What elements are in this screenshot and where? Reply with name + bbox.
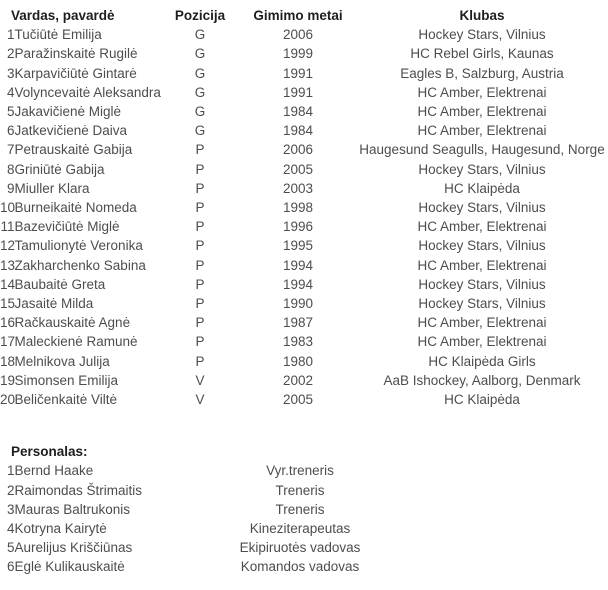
- staff-name: Mauras Baltrukonis: [14, 501, 131, 517]
- player-row: [0, 102, 608, 121]
- player-club: Hockey Stars, Vilnius: [418, 27, 546, 43]
- staff-role: Kineziterapeutas: [249, 521, 351, 537]
- player-birth-year: 1984: [282, 104, 314, 120]
- player-name-cell: [0, 179, 160, 198]
- player-row: [0, 179, 608, 198]
- player-row: [0, 198, 608, 217]
- staff-number: 5: [6, 540, 15, 556]
- player-row: [0, 332, 608, 351]
- column-header-position: Pozicija: [174, 8, 226, 23]
- player-name: Zakharchenko Sabina: [14, 257, 146, 273]
- player-birth-year: 1994: [282, 257, 314, 273]
- staff-section-title: Personalas:: [11, 444, 88, 460]
- column-header-birth-year: Gimimo metai: [253, 8, 343, 23]
- player-number: 20: [0, 392, 16, 408]
- staff-table: [0, 442, 608, 576]
- staff-name: Eglė Kulikauskaitė: [14, 559, 125, 575]
- player-birth-year: 1999: [282, 46, 314, 62]
- player-position: P: [195, 353, 205, 369]
- player-name: Burneikaitė Nomeda: [14, 200, 137, 216]
- player-row: [0, 275, 608, 294]
- player-number: 3: [6, 65, 15, 81]
- player-name-cell: [0, 44, 160, 63]
- player-birth-year: 1980: [282, 353, 314, 369]
- player-number: 13: [0, 257, 16, 273]
- player-name: Tučiūtė Emilija: [14, 27, 102, 43]
- column-header-club: Klubas: [459, 8, 505, 23]
- player-birth-year: 1984: [282, 123, 314, 139]
- player-row: [0, 25, 608, 44]
- player-birth-year: 2005: [282, 161, 314, 177]
- staff-number: 1: [6, 463, 15, 479]
- player-name: Račkauskaitė Agnė: [14, 315, 131, 331]
- player-number: 4: [6, 84, 15, 100]
- players-header-row: [0, 6, 608, 25]
- column-header-name: Vardas, pavardė: [11, 8, 115, 23]
- player-name: Paražinskaitė Rugilė: [14, 46, 138, 62]
- player-number: 12: [0, 238, 16, 254]
- player-position: P: [195, 276, 205, 292]
- player-row: [0, 44, 608, 63]
- player-birth-year: 1998: [282, 200, 314, 216]
- player-club: HC Amber, Elektrenai: [417, 104, 547, 120]
- player-name-cell: [0, 390, 160, 409]
- player-position: P: [195, 219, 205, 235]
- player-club: HC Amber, Elektrenai: [417, 123, 547, 139]
- player-birth-year: 1996: [282, 219, 314, 235]
- staff-name-cell: [0, 500, 160, 519]
- staff-row: [0, 481, 608, 500]
- player-number: 2: [6, 46, 15, 62]
- player-number: 19: [0, 372, 16, 388]
- players-table: [0, 6, 608, 409]
- player-name-cell: [0, 275, 160, 294]
- player-position: P: [195, 142, 205, 158]
- player-position: G: [194, 65, 206, 81]
- player-club: HC Amber, Elektrenai: [417, 315, 547, 331]
- player-name: Griniūtė Gabija: [14, 161, 105, 177]
- player-club: Hockey Stars, Vilnius: [418, 276, 546, 292]
- player-position: G: [194, 27, 206, 43]
- staff-row: [0, 557, 608, 576]
- player-number: 14: [0, 276, 16, 292]
- player-row: [0, 371, 608, 390]
- staff-name-cell: [0, 519, 160, 538]
- player-row: [0, 294, 608, 313]
- player-name-cell: [0, 160, 160, 179]
- player-row: [0, 64, 608, 83]
- player-name-cell: [0, 332, 160, 351]
- staff-number: 3: [6, 501, 15, 517]
- player-number: 11: [0, 219, 15, 235]
- player-position: G: [194, 84, 206, 100]
- player-name-cell: [0, 121, 160, 140]
- staff-role: Ekipiruotės vadovas: [239, 540, 361, 556]
- staff-number: 2: [6, 482, 15, 498]
- staff-row: [0, 461, 608, 480]
- player-club: AaB Ishockey, Aalborg, Denmark: [383, 372, 581, 388]
- player-name-cell: [0, 352, 160, 371]
- player-row: [0, 217, 608, 236]
- player-name: Volyncevaitė Aleksandra: [14, 84, 161, 100]
- player-name-cell: [0, 371, 160, 390]
- player-name-cell: [0, 256, 160, 275]
- staff-header-row: [0, 442, 608, 461]
- player-name-cell: [0, 313, 160, 332]
- player-club: Haugesund Seagulls, Haugesund, Norge: [359, 142, 605, 158]
- player-club: Hockey Stars, Vilnius: [418, 296, 546, 312]
- player-row: [0, 352, 608, 371]
- player-number: 15: [0, 296, 16, 312]
- player-number: 5: [6, 104, 15, 120]
- player-position: P: [195, 161, 205, 177]
- staff-name-cell: [0, 461, 160, 480]
- player-number: 16: [0, 315, 16, 331]
- player-club: Eagles B, Salzburg, Austria: [400, 65, 564, 81]
- player-number: 8: [6, 161, 15, 177]
- player-name-cell: [0, 25, 160, 44]
- player-name: Maleckienė Ramunė: [14, 334, 138, 350]
- staff-name-cell: [0, 538, 160, 557]
- player-number: 7: [6, 142, 15, 158]
- player-position: P: [195, 334, 205, 350]
- player-row: [0, 313, 608, 332]
- player-club: HC Amber, Elektrenai: [417, 334, 547, 350]
- player-name-cell: [0, 236, 160, 255]
- player-name: Tamulionytė Veronika: [14, 238, 143, 254]
- player-name: Jakavičienė Miglė: [14, 104, 122, 120]
- staff-name: Raimondas Štrimaitis: [14, 482, 143, 498]
- staff-number: 6: [6, 559, 15, 575]
- player-club: HC Amber, Elektrenai: [417, 219, 547, 235]
- player-birth-year: 1994: [282, 276, 314, 292]
- player-row: [0, 256, 608, 275]
- player-position: P: [195, 238, 205, 254]
- player-position: V: [195, 392, 205, 408]
- player-birth-year: 1987: [282, 315, 314, 331]
- staff-name: Kotryna Kairytė: [14, 521, 107, 537]
- staff-role: Vyr.treneris: [266, 463, 334, 479]
- player-club: HC Amber, Elektrenai: [417, 257, 547, 273]
- player-row: [0, 121, 608, 140]
- player-birth-year: 2003: [282, 180, 314, 196]
- player-name: Jasaitė Milda: [14, 296, 94, 312]
- player-birth-year: 2006: [282, 142, 314, 158]
- player-birth-year: 1991: [282, 84, 314, 100]
- staff-role: Treneris: [275, 501, 325, 517]
- player-name-cell: [0, 102, 160, 121]
- player-row: [0, 236, 608, 255]
- player-club: Hockey Stars, Vilnius: [418, 200, 546, 216]
- player-position: P: [195, 180, 205, 196]
- player-row: [0, 140, 608, 159]
- player-row: [0, 160, 608, 179]
- player-number: 10: [0, 200, 16, 216]
- staff-row: [0, 500, 608, 519]
- player-position: P: [195, 200, 205, 216]
- player-row: [0, 83, 608, 102]
- player-position: G: [194, 104, 206, 120]
- player-club: Hockey Stars, Vilnius: [418, 161, 546, 177]
- player-position: G: [194, 123, 206, 139]
- staff-name-cell: [0, 481, 160, 500]
- player-name-cell: [0, 198, 160, 217]
- player-name: Melnikova Julija: [14, 353, 110, 369]
- player-name: Beličenkaitė Viltė: [14, 392, 118, 408]
- player-position: P: [195, 257, 205, 273]
- player-name: Jatkevičienė Daiva: [14, 123, 128, 139]
- player-name: Karpavičiūtė Gintarė: [14, 65, 137, 81]
- player-number: 1: [6, 27, 15, 43]
- player-row: [0, 390, 608, 409]
- player-birth-year: 1995: [282, 238, 314, 254]
- player-number: 17: [0, 334, 16, 350]
- player-position: P: [195, 296, 205, 312]
- player-name-cell: [0, 83, 160, 102]
- player-position: V: [195, 372, 205, 388]
- staff-row: [0, 519, 608, 538]
- player-birth-year: 1991: [282, 65, 314, 81]
- staff-number: 4: [6, 521, 15, 537]
- player-birth-year: 2002: [282, 372, 314, 388]
- player-club: HC Klaipėda Girls: [428, 353, 536, 369]
- player-club: HC Klaipėda: [444, 392, 520, 408]
- player-name: Petrauskaitė Gabija: [14, 142, 133, 158]
- player-number: 6: [6, 123, 15, 139]
- player-name: Miuller Klara: [14, 180, 90, 196]
- player-position: G: [194, 46, 206, 62]
- player-name-cell: [0, 294, 160, 313]
- player-name-cell: [0, 64, 160, 83]
- player-name: Simonsen Emilija: [14, 372, 119, 388]
- player-club: HC Amber, Elektrenai: [417, 84, 547, 100]
- staff-role: Komandos vadovas: [240, 559, 360, 575]
- player-number: 18: [0, 353, 16, 369]
- staff-name: Aurelijus Kriščiūnas: [14, 540, 133, 556]
- player-birth-year: 1983: [282, 334, 314, 350]
- staff-name: Bernd Haake: [14, 463, 94, 479]
- player-name-cell: [0, 140, 160, 159]
- player-club: Hockey Stars, Vilnius: [418, 238, 546, 254]
- player-birth-year: 1990: [282, 296, 314, 312]
- player-position: P: [195, 315, 205, 331]
- player-club: HC Klaipėda: [444, 180, 520, 196]
- staff-row: [0, 538, 608, 557]
- player-name: Bazevičiūtė Miglė: [14, 219, 120, 235]
- player-name: Baubaitė Greta: [14, 276, 106, 292]
- player-birth-year: 2005: [282, 392, 314, 408]
- player-club: HC Rebel Girls, Kaunas: [410, 46, 554, 62]
- player-name-cell: [0, 217, 160, 236]
- player-birth-year: 2006: [282, 27, 314, 43]
- player-number: 9: [6, 180, 15, 196]
- staff-name-cell: [0, 557, 160, 576]
- staff-role: Treneris: [275, 482, 325, 498]
- staff-section: [0, 442, 608, 576]
